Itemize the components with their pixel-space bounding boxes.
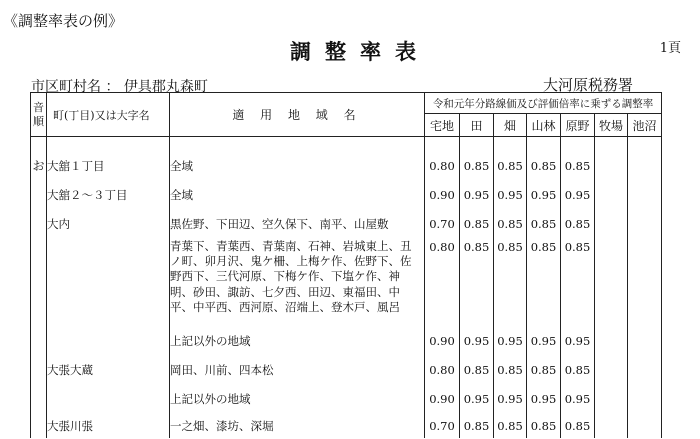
rate-cell <box>628 151 662 180</box>
rate-cell <box>628 384 662 413</box>
rate-cell: 0.85 <box>561 209 595 238</box>
area-cell: 黒佐野、下田辺、空久保下、南平、山屋敷 <box>170 209 425 238</box>
table-row <box>31 413 662 438</box>
area-cell: 青葉下、青葉西、青葉南、石神、岩城東上、丑 ノ町、卯月沢、鬼ケ柵、上梅ケ作、佐野下、佐 野西下、三代河原、下梅ケ作、下塩ケ作、神 明、砂田、諏訪、七夕西、田辺、東福田、中 平、中平西、西河原、沼端上、登木戸、風呂 <box>170 238 425 326</box>
rate-cell: 0.85 <box>561 151 595 180</box>
rate-cell <box>628 180 662 209</box>
rate-cell: 0.85 <box>494 238 527 326</box>
kana-cell <box>31 355 47 384</box>
rate-cell: 0.95 <box>494 384 527 413</box>
kana-cell <box>31 180 47 209</box>
rate-cell: 0.85 <box>460 209 494 238</box>
kana-cell <box>31 384 47 413</box>
header-adjustment-rate-group: 令和元年分路線価及び評価倍率に乗ずる調整率 <box>425 93 662 114</box>
header-category: 宅地 <box>425 114 460 137</box>
kana-cell <box>31 326 47 355</box>
rate-cell: 0.95 <box>561 326 595 355</box>
area-cell: 一之畑、漆坊、深堀 <box>170 413 425 438</box>
rate-cell: 0.95 <box>460 384 494 413</box>
area-cell: 岡田、川前、四本松 <box>170 355 425 384</box>
town-cell: 大舘１丁目 <box>47 151 170 180</box>
rate-cell <box>595 384 628 413</box>
rate-cell: 0.95 <box>527 180 561 209</box>
rate-cell: 0.95 <box>460 180 494 209</box>
adjustment-rate-table <box>30 92 662 438</box>
rate-cell: 0.70 <box>425 209 460 238</box>
rate-cell: 0.85 <box>561 355 595 384</box>
header-category: 池沼 <box>628 114 662 137</box>
rate-cell: 0.85 <box>494 151 527 180</box>
rate-cell: 0.85 <box>460 355 494 384</box>
caption: 《調整率表の例》 <box>3 12 124 30</box>
rate-cell <box>595 209 628 238</box>
rate-cell: 0.85 <box>494 355 527 384</box>
rate-cell <box>628 326 662 355</box>
page-title: 調整率表 <box>290 39 430 64</box>
rate-cell: 0.85 <box>460 413 494 438</box>
rate-cell: 0.95 <box>527 326 561 355</box>
rate-cell <box>628 238 662 326</box>
rate-cell: 0.95 <box>561 384 595 413</box>
kana-cell <box>31 413 47 438</box>
rate-cell: 0.85 <box>460 151 494 180</box>
rate-cell: 0.90 <box>425 180 460 209</box>
rate-cell: 0.85 <box>527 413 561 438</box>
town-cell <box>47 238 170 326</box>
rate-cell: 0.85 <box>494 209 527 238</box>
rate-cell: 0.80 <box>425 238 460 326</box>
table-row <box>31 151 662 180</box>
header-area-name: 適 用 地 域 名 <box>170 93 425 137</box>
rate-cell <box>595 355 628 384</box>
rate-cell: 0.70 <box>425 413 460 438</box>
tax-office-name: 大河原税務署 <box>543 76 634 94</box>
rate-cell: 0.95 <box>494 180 527 209</box>
rate-cell: 0.80 <box>425 151 460 180</box>
area-cell: 全域 <box>170 151 425 180</box>
rate-cell: 0.85 <box>561 413 595 438</box>
table-row <box>31 384 662 413</box>
rate-cell <box>628 209 662 238</box>
rate-cell: 0.85 <box>527 151 561 180</box>
rate-cell <box>595 180 628 209</box>
kana-cell <box>31 238 47 326</box>
rate-cell: 0.95 <box>494 326 527 355</box>
kana-cell <box>31 209 47 238</box>
rate-cell: 0.85 <box>494 413 527 438</box>
rate-cell: 0.85 <box>561 238 595 326</box>
rate-cell: 0.90 <box>425 326 460 355</box>
town-cell <box>47 326 170 355</box>
rate-cell <box>628 355 662 384</box>
rate-cell: 0.90 <box>425 384 460 413</box>
town-cell: 大舘２～３丁目 <box>47 180 170 209</box>
rate-cell <box>595 151 628 180</box>
rate-cell: 0.85 <box>527 355 561 384</box>
area-cell: 上記以外の地域 <box>170 384 425 413</box>
rate-cell <box>595 238 628 326</box>
town-cell: 大張大蔵 <box>47 355 170 384</box>
page-number: 1頁 <box>659 41 681 56</box>
header-category: 山林 <box>527 114 561 137</box>
town-cell: 大内 <box>47 209 170 238</box>
rate-cell <box>595 326 628 355</box>
header-kana-order <box>31 93 47 137</box>
header-category: 牧場 <box>595 114 628 137</box>
rate-cell: 0.95 <box>561 180 595 209</box>
rate-cell: 0.95 <box>527 384 561 413</box>
rate-cell: 0.85 <box>460 238 494 326</box>
town-cell: 大張川張 <box>47 413 170 438</box>
header-town-name: 町(丁目)又は大字名 <box>47 93 170 137</box>
rate-cell: 0.80 <box>425 355 460 384</box>
town-cell <box>47 384 170 413</box>
rate-cell: 0.95 <box>460 326 494 355</box>
header-category: 原野 <box>561 114 595 137</box>
kana-cell: お <box>31 151 47 180</box>
rate-cell: 0.85 <box>527 209 561 238</box>
table-row <box>31 180 662 209</box>
table-row <box>31 326 662 355</box>
area-cell: 上記以外の地域 <box>170 326 425 355</box>
area-cell: 全域 <box>170 180 425 209</box>
header-category: 畑 <box>494 114 527 137</box>
table-row <box>31 238 662 326</box>
rate-cell <box>628 413 662 438</box>
municipality-name: 市区町村名 ： 伊具郡丸森町 <box>31 79 208 95</box>
header-kana-text: 音 順 <box>33 100 44 128</box>
header-category: 田 <box>460 114 494 137</box>
rate-cell <box>595 413 628 438</box>
table-row <box>31 209 662 238</box>
table-row <box>31 355 662 384</box>
rate-cell: 0.85 <box>527 238 561 326</box>
